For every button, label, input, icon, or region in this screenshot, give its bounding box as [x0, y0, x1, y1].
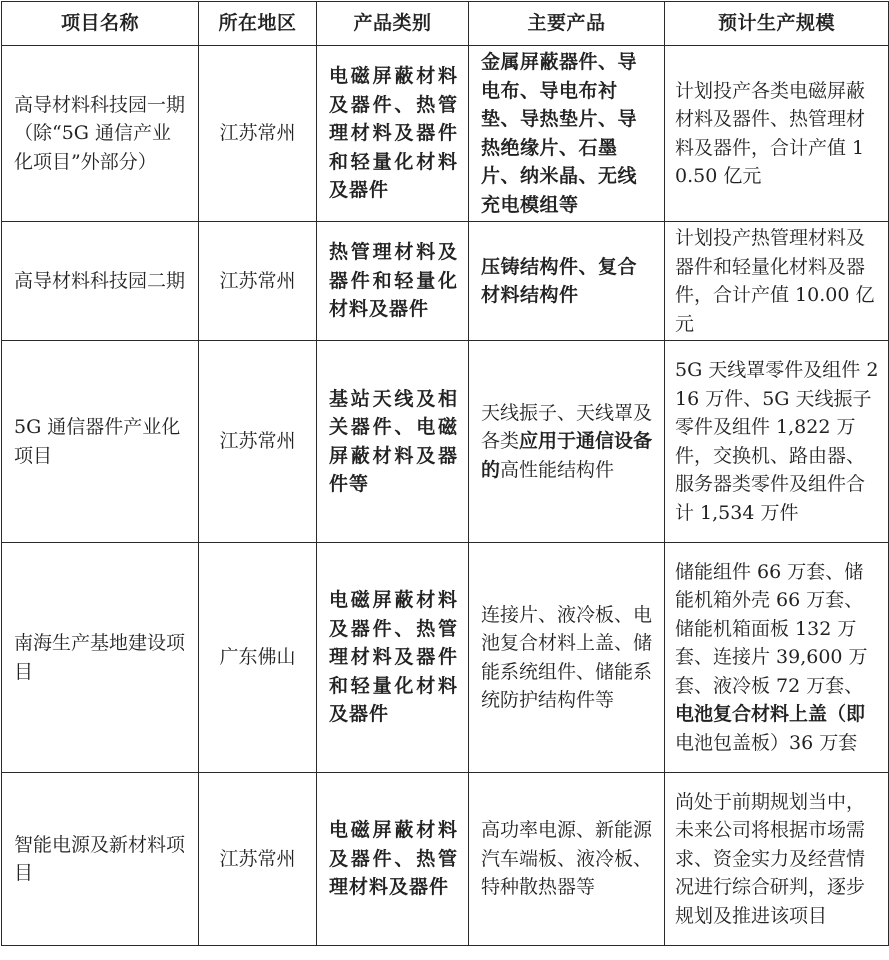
table-row: [2, 341, 889, 543]
scale-cell: [665, 543, 889, 773]
project-name-cell: 智能电源及新材料项目: [2, 773, 199, 946]
products-text-emphasis: 应用于通信设备的: [481, 430, 653, 481]
products-cell: [469, 341, 665, 543]
header-product-category: 产品类别: [317, 2, 469, 46]
table-row: [2, 46, 889, 222]
header-planned-scale: 预计生产规模: [665, 2, 889, 46]
scale-cell: 5G 天线罩零件及组件 216 万件、5G 天线振子零件及组件 1,822 万件，交换机、路由器、服务器类零件及组件合计 1,534 万件: [665, 341, 889, 543]
category-cell: 热管理材料及器件和轻量化材料及器件: [317, 222, 469, 341]
project-table: [1, 1, 889, 946]
region-cell: 江苏常州: [199, 341, 317, 543]
table-row: [2, 773, 889, 946]
products-cell: 高功率电源、新能源汽车端板、液冷板、特种散热器等: [469, 773, 665, 946]
scale-cell: 计划投产热管理材料及器件和轻量化材料及器件，合计产值 10.00 亿元: [665, 222, 889, 341]
scale-cell: 尚处于前期规划当中，未来公司将根据市场需求、资金实力及经营情况进行综合研判，逐步规划及推进该项目: [665, 773, 889, 946]
products-text-part: 高性能结构件: [500, 458, 615, 481]
header-project-name: 项目名称: [2, 2, 199, 46]
project-name-cell: 高导材料科技园二期: [2, 222, 199, 341]
header-main-products: 主要产品: [469, 2, 665, 46]
table-row: [2, 543, 889, 773]
table-header-row: [2, 2, 889, 46]
scale-text-part: 电池包盖板）36 万套: [675, 731, 858, 754]
products-cell: 金属屏蔽器件、导电布、导电布衬垫、导热垫片、导热绝缘片、石墨片、纳米晶、无线充电模组等: [469, 46, 665, 222]
project-name-cell: 南海生产基地建设项目: [2, 543, 199, 773]
category-cell: 电磁屏蔽材料及器件、热管理材料及器件: [317, 773, 469, 946]
category-cell: 电磁屏蔽材料及器件、热管理材料及器件和轻量化材料及器件: [317, 46, 469, 222]
scale-text-emphasis: 电池复合材料上盖（即: [675, 703, 866, 726]
project-name-cell: 5G 通信器件产业化项目: [2, 341, 199, 543]
region-cell: 江苏常州: [199, 773, 317, 946]
scale-text-part: 储能组件 66 万套、储能机箱外壳 66 万套、储能机箱面板 132 万套、连接片 39,600 万套、液冷板 72 万套、: [675, 560, 868, 697]
project-name-cell: 高导材料科技园一期（除“5G 通信产业化项目”外部分）: [2, 46, 199, 222]
scale-cell: 计划投产各类电磁屏蔽材料及器件、热管理材料及器件，合计产值 10.50 亿元: [665, 46, 889, 222]
category-cell: 电磁屏蔽材料及器件、热管理材料及器件和轻量化材料及器件: [317, 543, 469, 773]
category-cell: 基站天线及相关器件、电磁屏蔽材料及器件等: [317, 341, 469, 543]
products-text-part: 天线振子、天线罩及各类: [481, 401, 653, 453]
products-cell: 连接片、液冷板、电池复合材料上盖、储能系统组件、储能系统防护结构件等: [469, 543, 665, 773]
products-cell: 压铸结构件、复合材料结构件: [469, 222, 665, 341]
region-cell: 广东佛山: [199, 543, 317, 773]
table-row: [2, 222, 889, 341]
region-cell: 江苏常州: [199, 222, 317, 341]
region-cell: 江苏常州: [199, 46, 317, 222]
header-region: 所在地区: [199, 2, 317, 46]
